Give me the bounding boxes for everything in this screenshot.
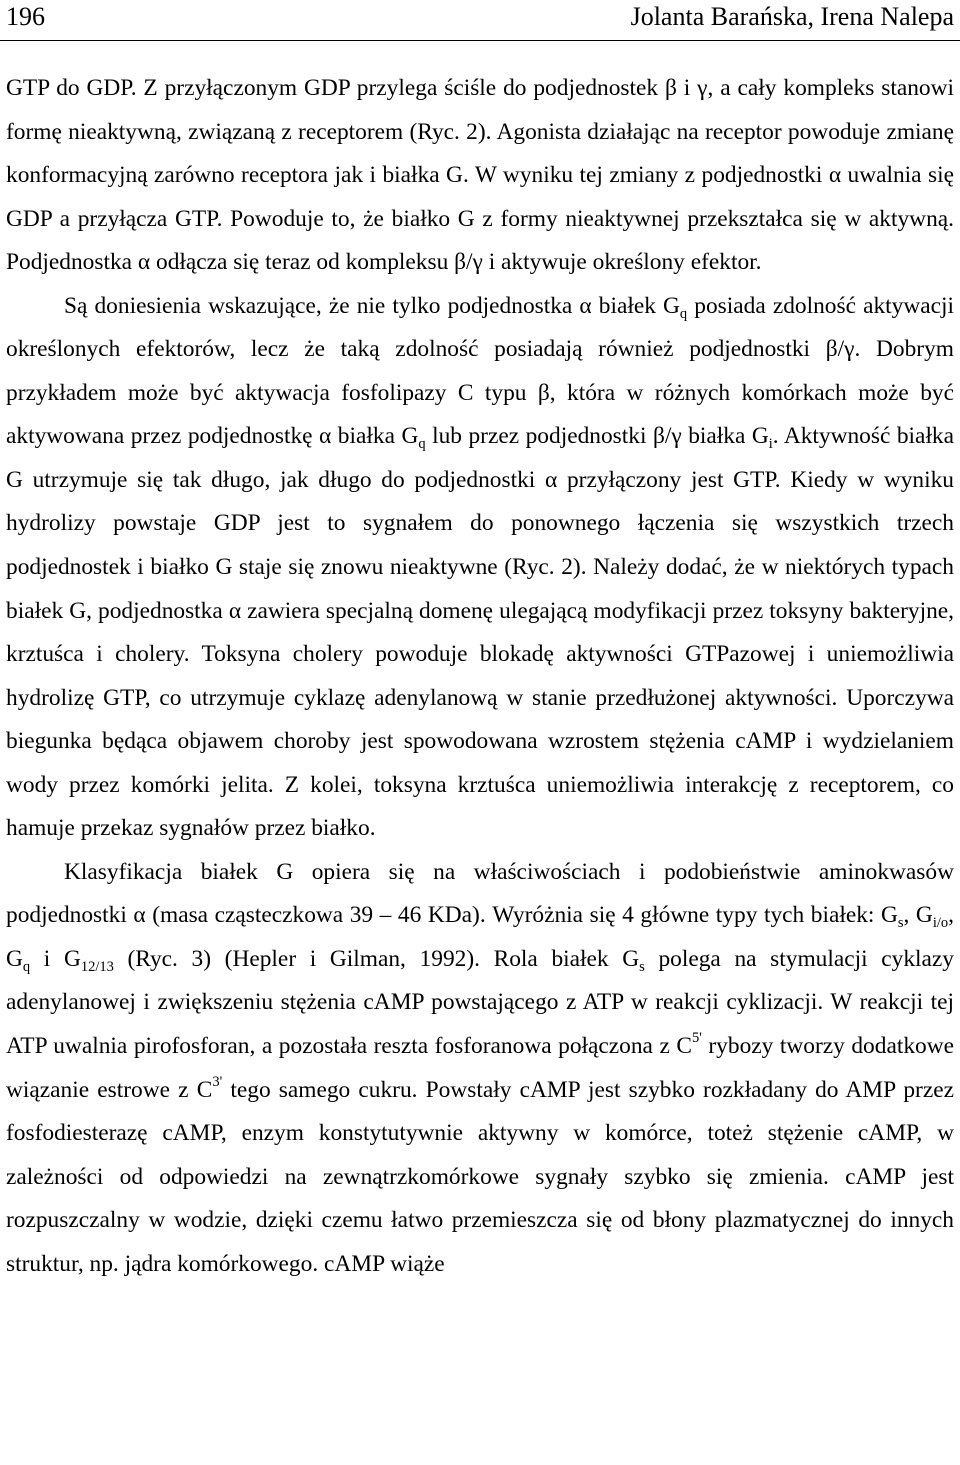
paragraph-1-text: GTP do GDP. Z przyłączonym GDP przylega ściśle do podjednostek β i γ, a cały kompleks stanowi formę nieaktywną, związaną z receptorem (Ryc. 2). Agonista działając na receptor powoduje zmianę konformacyjną zarówno receptora jak i białka G. W wyniku tej zmiany z podjednostki α uwalnia się GDP a przyłącza GTP. Powoduje to, że białko G z formy nieaktywnej przekształca się w aktywną. Podjednostka α odłącza się teraz od kompleksu β/γ i aktywuje określony efektor.	[6, 75, 954, 276]
superscript-3-prime: 3'	[212, 1073, 223, 1090]
paragraph-3-text-1: Klasyfikacja białek G opiera się na właściwościach i podobieństwie aminokwasów podjednostki α (masa cząsteczkowa 39 – 46 KDa). Wyróżnia się 4 główne typy tych białek: G	[6, 858, 954, 929]
paragraph-3-text-3: , G	[6, 902, 954, 972]
subscript-i: i	[768, 436, 773, 453]
subscript-q: q	[418, 436, 426, 453]
superscript-5-prime: 5'	[691, 1030, 702, 1047]
subscript-q: q	[679, 305, 688, 322]
subscript-s: s	[639, 959, 645, 975]
paragraph-2-text-2: posiada zdolność aktywacji określonych efektorów, lecz że taką zdolność posiadają również podjednostki β/γ. Dobrym przykładem może być aktywacja fosfolipazy C typu β, która w różnych komórkach może być aktywowana przez podjednostkę α białka G	[6, 292, 954, 450]
paragraph-3-text-6: polega na stymulacji cyklazy adenylanowej i zwiększeniu stężenia cAMP powstającego z ATP w reakcji cyklizacji. W reakcji tej ATP uwalnia pirofosforan, a pozostała reszta fosforanowa połączona z C	[6, 945, 954, 1060]
paragraph-3	[6, 851, 954, 1286]
paragraph-1	[6, 67, 954, 285]
paragraph-2-text-4: . Aktywność białka G utrzymuje się tak długo, jak długo do podjednostki α przyłączony jest GTP. Kiedy w wyniku hydrolizy powstaje GDP jest to sygnałem do ponownego łączenia się wszystkich trzech podjednostek i białko G staje się znowu nieaktywne (Ryc. 2). Należy dodać, że w niektórych typach białek G, podjednostka α zawiera specjalną domenę ulegającą modyfikacji przez toksyny bakteryjne, krztuśca i cholery. Toksyna cholery powoduje blokadę aktywności GTPazowej i uniemożliwia hydrolizę GTP, co utrzymuje cyklazę adenylanową w stanie przedłużonej aktywności. Uporczywa biegunka będąca objawem choroby jest spowodowana wzrostem stężenia cAMP i wydzielaniem wody przez komórki jelita. Z kolei, toksyna krztuśca uniemożliwia interakcję z receptorem, co hamuje przekaz sygnałów przez białko.	[6, 423, 955, 842]
running-head-authors: Jolanta Barańska, Irena Nalepa	[630, 2, 954, 31]
subscript-12-13: 12/13	[80, 959, 114, 975]
page-number: 196	[6, 2, 45, 31]
paragraph-2-text-1: Są doniesienia wskazujące, że nie tylko podjednostka α białek G	[64, 292, 680, 319]
subscript-q: q	[22, 959, 31, 975]
paragraph-3-text-5: (Ryc. 3) (Hepler i Gilman, 1992). Rola białek G	[113, 945, 640, 972]
paragraph-2	[6, 285, 954, 851]
paragraph-3-text-8: tego samego cukru. Powstały cAMP jest szybko rozkładany do AMP przez fosfodiesterazę cAMP, enzym konstytutywnie aktywny w komórce, toteż stężenie cAMP, w zależności od odpowiedzi na zewnątrzkomórkowe sygnały szybko się zmienia. cAMP jest rozpuszczalny w wodzie, dzięki czemu łatwo przemieszcza się od błony plazmatycznej do innych struktur, np. jądra komórkowego. cAMP wiąże	[6, 1076, 954, 1277]
subscript-s: s	[897, 915, 904, 932]
paragraph-3-text-4: i G	[30, 945, 81, 972]
paragraph-3-text-7: rybozy tworzy dodatkowe wiązanie estrowe z C	[6, 1033, 954, 1103]
paragraph-2-text-3: lub przez podjednostki β/γ białka G	[425, 423, 769, 450]
paragraph-3-text-2: , G	[903, 902, 933, 929]
subscript-i-o: i/o	[932, 915, 949, 932]
running-header	[0, 0, 960, 41]
body-text	[6, 67, 954, 1286]
